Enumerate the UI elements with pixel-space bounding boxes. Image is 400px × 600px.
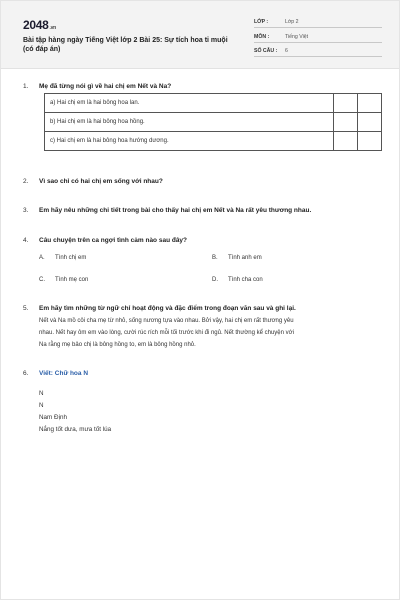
question-text: Em hãy tìm những từ ngữ chỉ hoạt động và đặc điểm trong đoạn văn sau và ghi lại.: [39, 305, 296, 312]
q5-passage: [39, 315, 384, 351]
option-text: Tình anh em: [228, 255, 262, 261]
meta-subject-label: MÔN :: [254, 34, 270, 40]
question-number: 5.: [23, 305, 29, 312]
q1-option-c-answer-box[interactable]: [358, 132, 382, 151]
logo-suffix: .vn: [49, 25, 56, 31]
q1-option-c: c) Hai chị em là hai bông hoa hướng dương.: [45, 132, 334, 151]
meta-class-label: LỚP :: [254, 19, 269, 25]
meta-count-value: 6: [285, 48, 288, 54]
option-text: Tình chị em: [55, 255, 87, 261]
option-letter: B.: [212, 255, 218, 261]
table-row: [45, 132, 382, 151]
meta-class-value: Lớp 2: [285, 19, 299, 25]
passage-line: nhau. Nết hay ôm em vào lòng, cười rúc rích mỗi tối trước khi đi ngủ. Nết thường kể chuyện với: [39, 330, 294, 336]
passage-line: Na rằng mẹ bảo chị là bông hồng to, em là bông hồng nhỏ.: [39, 342, 196, 348]
option-text: Tình cha con: [228, 277, 263, 283]
writing-line-2: N: [39, 402, 44, 409]
option-letter: D.: [212, 277, 218, 283]
question-number: 1.: [23, 83, 29, 90]
q4-option-c[interactable]: [39, 277, 88, 283]
writing-line-4: Nắng tốt dưa, mưa tốt lúa: [39, 426, 112, 433]
meta-class: [254, 17, 382, 28]
site-logo[interactable]: [23, 18, 56, 32]
writing-line-3: Nam Định: [39, 414, 67, 421]
q1-option-c-check-box[interactable]: [334, 132, 358, 151]
question-number: 3.: [23, 207, 29, 214]
meta-count: [254, 46, 382, 57]
q1-options-table: [44, 93, 382, 151]
question-number: 4.: [23, 237, 29, 244]
question-text: Viết: Chữ hoa N: [39, 370, 89, 377]
q1-option-a-answer-box[interactable]: [358, 94, 382, 113]
table-row: [45, 113, 382, 132]
question-text: Vì sao chỉ có hai chị em sống với nhau?: [39, 178, 163, 185]
q4-option-b[interactable]: [212, 255, 262, 261]
q4-option-a[interactable]: [39, 255, 86, 261]
q1-option-a-check-box[interactable]: [334, 94, 358, 113]
option-letter: A.: [39, 255, 45, 261]
option-letter: C.: [39, 277, 45, 283]
meta-subject-value: Tiếng Việt: [285, 34, 309, 40]
table-row: [45, 94, 382, 113]
q4-option-d[interactable]: [212, 277, 263, 283]
question-text: Em hãy nêu những chi tiết trong bài cho thấy hai chị em Nết và Na rất yêu thương nhau.: [39, 207, 312, 214]
meta-subject: [254, 32, 382, 43]
q1-option-a: a) Hai chị em là hai bông hoa lan.: [45, 94, 334, 113]
question-number: 6.: [23, 370, 29, 377]
worksheet-title: Bài tập hàng ngày Tiếng Việt lớp 2 Bài 25: Sự tích hoa tỉ muội (có đáp án): [23, 37, 228, 53]
question-text: Câu chuyện trên ca ngợi tình cảm nào sau đây?: [39, 237, 188, 244]
meta-count-label: SỐ CÂU :: [254, 48, 278, 54]
question-text: Mẹ đã từng nói gì về hai chị em Nết và Na?: [39, 83, 172, 90]
q1-option-b-check-box[interactable]: [334, 113, 358, 132]
logo-main: 2048: [23, 18, 49, 32]
worksheet-header: [1, 1, 399, 69]
writing-line-1: N: [39, 390, 44, 397]
option-text: Tình mẹ con: [55, 277, 89, 283]
q1-option-b-answer-box[interactable]: [358, 113, 382, 132]
q1-option-b: b) Hai chị em là hai bông hoa hồng.: [45, 113, 334, 132]
passage-line: Nết và Na mồ côi cha mẹ từ nhỏ, sống nương tựa vào nhau. Bởi vậy, hai chị em rất thương yêu: [39, 318, 294, 324]
question-number: 2.: [23, 178, 29, 185]
